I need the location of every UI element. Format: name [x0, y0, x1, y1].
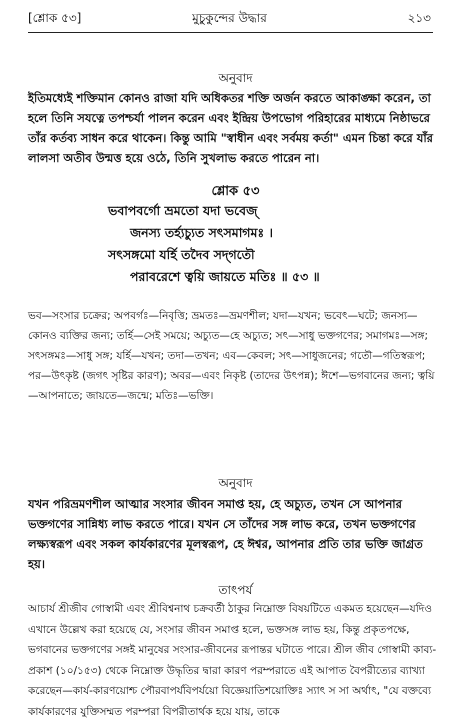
verse-line-1: ভবাপবর্গো ভ্রমতো যদা ভবেজ্	[108, 203, 258, 218]
word-for-word-gloss: ভব—সংসার চক্রের; অপবর্গঃ—নিবৃত্তি; ভ্রমতঃ—ভ্রমণশীল; যদা—যখন; ভবেৎ—ঘটে; জনস্য—কোনও ব্যক্তির জন্য; তর্হি—সেই সময়ে; অচ্যুত—হে অচ্যুত; সৎ—সাধু ভক্তগণের; সমাগমঃ—সঙ্গ; সৎসঙ্গমঃ—সাধু সঙ্গ; যর্হি—যখন; তদা—তখন; এব—কেবল; সৎ—সাধুজনের; গতৌ—গতিস্বরূপ; পর—উৎকৃষ্ট (জগৎ সৃষ্টির কারণ); অবর—এবং নিকৃষ্ট (তাদের উৎপন্ন); ঈশে—ভগবানের জন্য; ত্বয়ি—আপনাতে; জায়তে—জন্মে; মতিঃ—ভক্তি।	[28, 310, 435, 402]
page-number: ২১৩	[407, 11, 431, 25]
translation-heading-1: অনুবাদ	[218, 71, 253, 85]
verse-line-3: সৎসঙ্গমো যর্হি তদৈব সদ্‌গতৌ	[108, 247, 255, 262]
verse-reference: [শ্লোক ৫৩]	[28, 11, 82, 25]
chapter-title: মুচুকুন্দের উদ্ধার	[192, 11, 267, 25]
verse-line-4: পরাবরেশে ত্বয়ি জায়তে মতিঃ ॥ ৫৩ ॥	[130, 269, 320, 284]
page-header	[28, 10, 431, 28]
translation-text-1: ইতিমধ্যেই শক্তিমান কোনও রাজা যদি অধিকতর শক্তি অর্জন করতে আকাঙ্ক্ষা করেন, তা হলে তিনি সযত্নে তপশ্চর্যা পালন করেন এবং ইন্দ্রিয় উপভোগ পরিহারের মাধ্যমে নিষ্ঠাভরে তাঁর কর্তব্য সাধন করে থাকেন। কিন্তু আমি "স্বাধীন এবং সর্বময় কর্তা" এমন চিন্তা করে যাঁর লালসা অতীব উন্মত্ত হয়ে ওঠে, তিনি সুখলাভ করতে পারেন না।	[28, 91, 433, 165]
purport-heading: তাৎপর্য	[218, 583, 253, 597]
translation-heading-2: অনুবাদ	[218, 476, 253, 490]
translation-text-2: যখন পরিভ্রমণশীল আত্মার সংসার জীবন সমাপ্ত হয়, হে অচ্যুত, তখন সে আপনার ভক্তগণের সান্নিধ্য লাভ করতে পারে। যখন সে তাঁদের সঙ্গ লাভ করে, তখন ভক্তগণের লক্ষ্যস্বরূপ এবং সকল কার্যকারণের মূলস্বরূপ, হে ঈশ্বর, আপনার প্রতি তার ভক্তি জাগ্রত হয়।	[28, 497, 423, 571]
purport-text: আচার্য শ্রীজীব গোস্বামী এবং শ্রীবিশ্বনাথ চক্রবর্তী ঠাকুর নিম্নোক্ত বিষয়টিতে একমত হয়েছেন—যদিও এখানে উল্লেখ করা হয়েছে যে, সংসার জীবন সমাপ্ত হলে, ভক্তসঙ্গ লাভ হয়, কিন্তু প্রকৃতপক্ষে, ভগবানের ভক্তগণের সঙ্গই মানুষের সংসার-জীবনের রূপান্তর ঘটাতে পারে। শ্রীল জীব গোস্বামী কাব্য-প্রকাশ (১০/১৫৩) থেকে নিম্নোক্ত উদ্ধৃতির দ্বারা কারণ পরম্পরাতে এই আপাত বৈপরীত্যের ব্যাখ্যা করেছেন—কার্য-কারণয়োশ্চ পৌরবাপর্যবিপর্যয়ো বিজ্ঞেয়াতিশয়োক্তিঃ স্যাৎ স সা অর্থাৎ, "যে বক্তব্যে কার্যকারণের যুক্তিসম্মত পরম্পরা বিপরীতার্থক হয়ে যায়, তাকে	[28, 603, 437, 718]
header-divider	[28, 32, 433, 33]
verse-line-2: জনস্য তর্হ্যচ্যুত সৎসমাগমঃ ।	[130, 225, 273, 240]
verse-title: শ্লোক ৫৩	[211, 184, 260, 199]
